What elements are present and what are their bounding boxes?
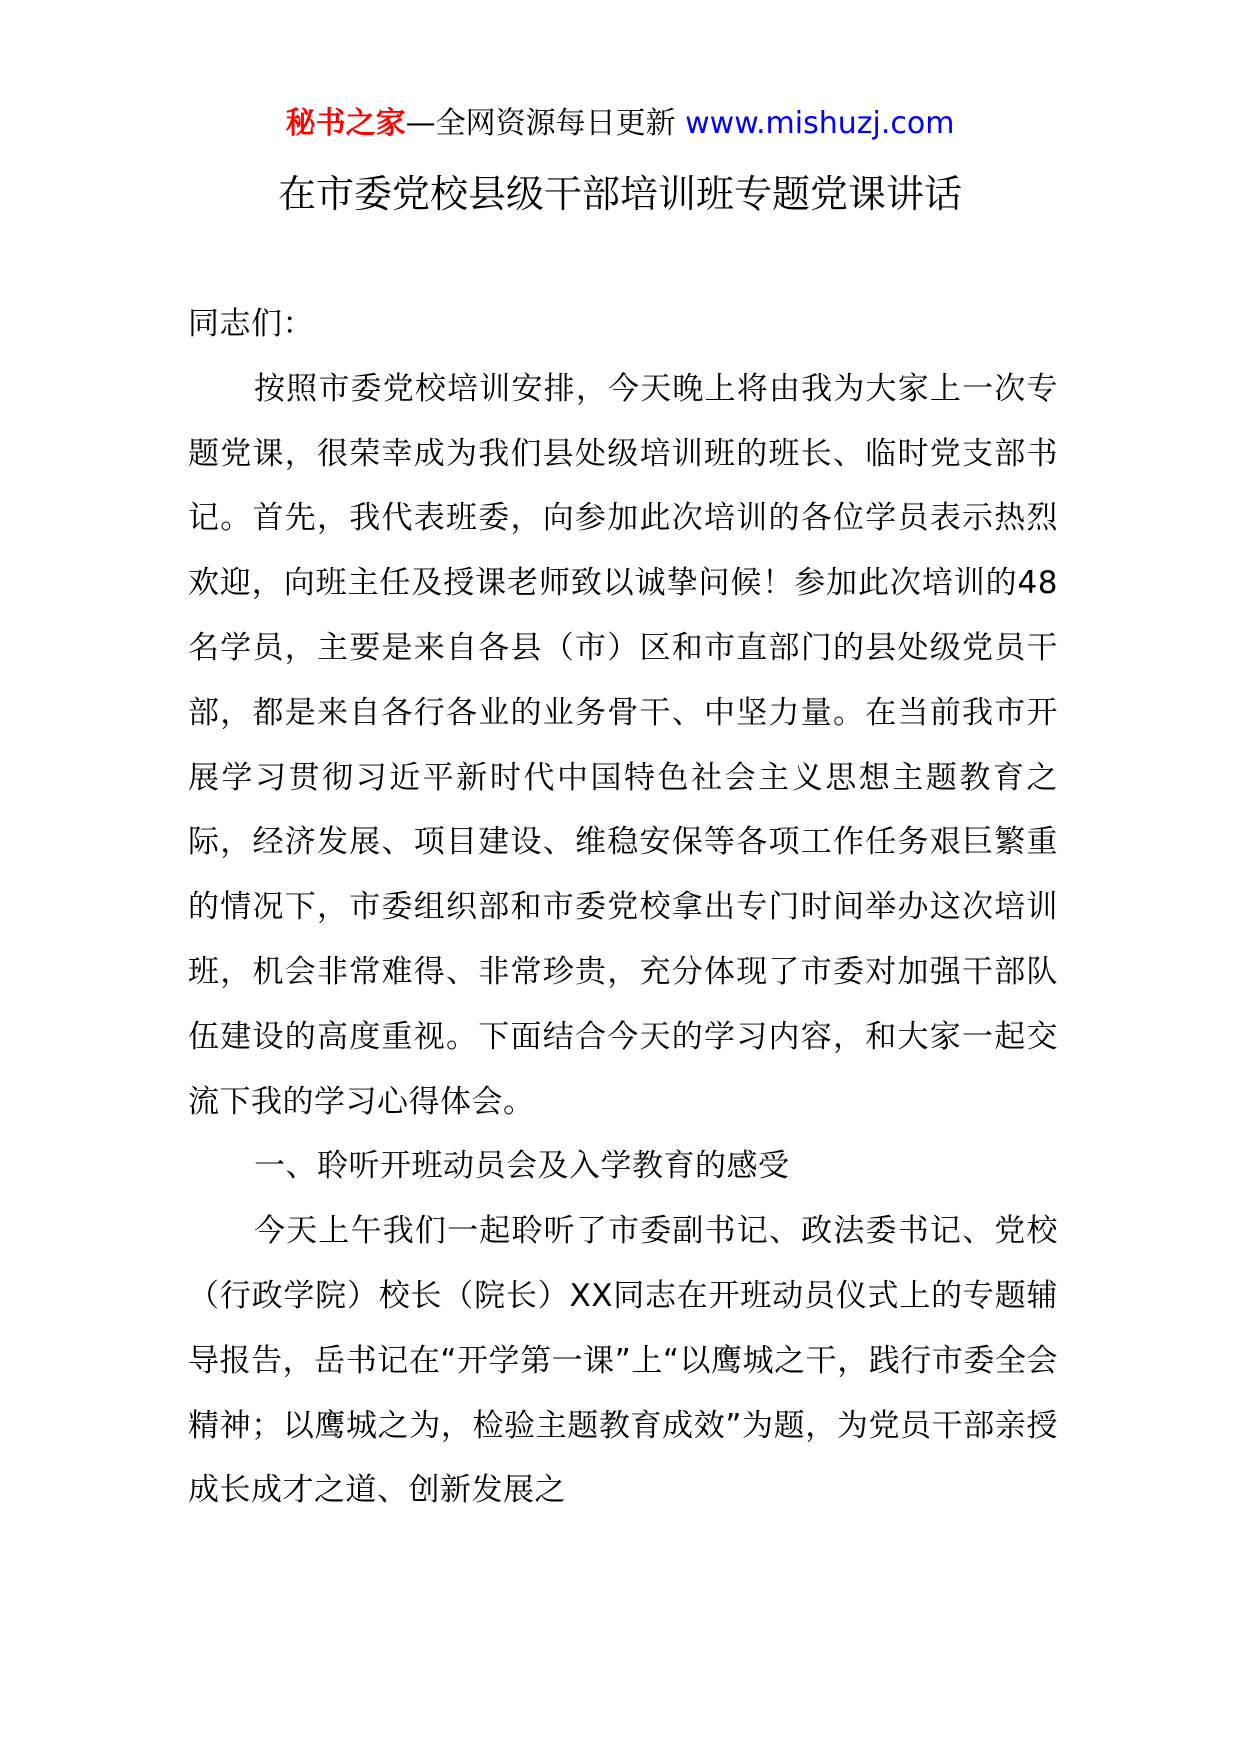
site-header: [0, 102, 1240, 146]
site-url-link[interactable]: www.mishuzj.com: [685, 106, 955, 141]
document-body: [188, 292, 1058, 1523]
site-tagline: —全网资源每日更新: [405, 106, 686, 141]
salutation: 同志们：: [188, 306, 314, 342]
paragraph-section-1: 今天上午我们一起聆听了市委副书记、政法委书记、党校（行政学院）校长（院长）XX同志在开班动员仪式上的专题辅导报告，岳书记在“开学第一课”上“以鹰城之干，践行市委全会精神；以鹰城之为，检验主题教育成效”为题，为党员干部亲授成长成才之道、创新发展之: [188, 1213, 1058, 1509]
site-name: 秘书之家: [285, 106, 406, 141]
document-title: 在市委党校县级干部培训班专题党课讲话: [277, 172, 962, 216]
paragraph-intro: 按照市委党校培训安排，今天晚上将由我为大家上一次专题党课，很荣幸成为我们县处级培训班的班长、临时党支部书记。首先，我代表班委，向参加此次培训的各位学员表示热烈欢迎，向班主任及授课老师致以诚挚问候！参加此次培训的48名学员，主要是来自各县（市）区和市直部门的县处级党员干部，都是来自各行各业的业务骨干、中坚力量。在当前我市开展学习贯彻习近平新时代中国特色社会主义思想主题教育之际，经济发展、项目建设、维稳安保等各项工作任务艰巨繁重的情况下，市委组织部和市委党校拿出专门时间举办这次培训班，机会非常难得、非常珍贵，充分体现了市委对加强干部队伍建设的高度重视。下面结合今天的学习内容，和大家一起交流下我的学习心得体会。: [188, 370, 1058, 1120]
section-heading-1: 一、聆听开班动员会及入学教育的感受: [254, 1148, 790, 1185]
